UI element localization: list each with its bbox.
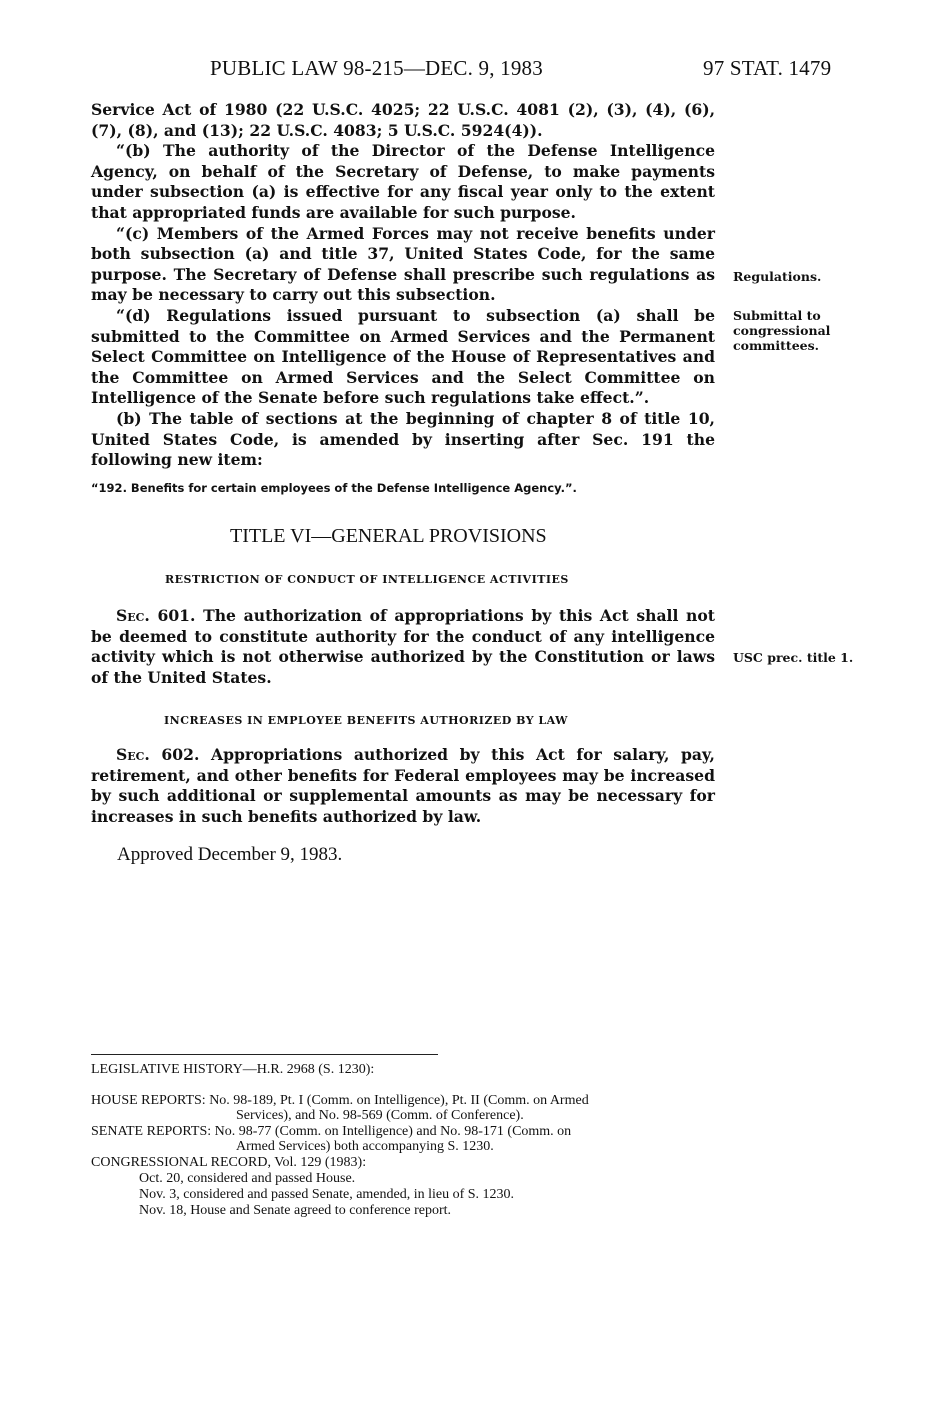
senate-reports [91, 1124, 721, 1154]
section-label-601: Sec. 601. [116, 606, 196, 625]
section-label-602: Sec. 602. [116, 745, 200, 764]
body-block-sec-continuation [91, 100, 715, 471]
section-601 [91, 606, 715, 688]
margin-note-submittal-line1: Submittal to [733, 308, 821, 323]
section-caption-602: INCREASES IN EMPLOYEE BENEFITS AUTHORIZED BY LAW [164, 714, 568, 727]
margin-note-submittal-line3: committees. [733, 338, 819, 353]
approval-date: Approved December 9, 1983. [117, 844, 343, 865]
page-header-title: PUBLIC LAW 98-215—DEC. 9, 1983 [210, 56, 543, 80]
margin-note-submittal [733, 308, 843, 353]
new-section-item: “192. Benefits for certain employees of the Defense Intelligence Agency.”. [91, 481, 577, 495]
senate-reports-label: SENATE REPORTS: [91, 1124, 212, 1139]
house-reports-line2: Services), and No. 98-569 (Comm. of Conference). [236, 1108, 524, 1123]
senate-reports-line1: No. 98-77 (Comm. on Intelligence) and No. 98-171 (Comm. on [211, 1124, 572, 1139]
section-text-602: Appropriations authorized by this Act for salary, pay, retirement, and other benefits for Federal employees may be increased by such additional or supplemental amounts as may be necessary for increases in such benefits authorized by law. [91, 745, 715, 826]
paragraph-subsection-c: “(c) Members of the Armed Forces may not receive benefits under both subsection (a) and title 37, United States Code, for the same purpose. The Secretary of Defense shall prescribe such regulations as may be necessary to carry out this subsection. [91, 223, 715, 305]
senate-reports-line2: Armed Services) both accompanying S. 1230. [236, 1139, 494, 1154]
legislative-history-title: LEGISLATIVE HISTORY—H.R. 2968 (S. 1230): [91, 1062, 375, 1077]
section-text-601: The authorization of appropriations by this Act shall not be deemed to constitute authority for the conduct of any intelligence activity which is not otherwise authorized by the Constitution or laws of the United States. [91, 606, 715, 687]
page-header-stat: 97 STAT. 1479 [703, 56, 832, 80]
record-entry: Oct. 20, considered and passed House. [139, 1171, 356, 1186]
house-reports-line1: No. 98-189, Pt. I (Comm. on Intelligence), Pt. II (Comm. on Armed [205, 1093, 589, 1108]
margin-note-usc: USC prec. title 1. [733, 650, 854, 665]
paragraph-subsection-d: “(d) Regulations issued pursuant to subsection (a) shall be submitted to the Committee on Armed Services and the Permanent Select Committee on Intelligence of the House of Representatives and the Committee on Armed Services and the Select Committee on Intelligence of the Senate before such regulations take effect.”. [91, 305, 715, 408]
record-entry: Nov. 18, House and Senate agreed to conference report. [139, 1203, 452, 1218]
section-602 [91, 745, 715, 827]
paragraph-service-act: Service Act of 1980 (22 U.S.C. 4025; 22 U.S.C. 4081 (2), (3), (4), (6), (7), (8), and (13); 22 U.S.C. 4083; 5 U.S.C. 5924(4)). [91, 100, 715, 140]
footnote-divider [91, 1054, 438, 1055]
record-entry: Nov. 3, considered and passed Senate, amended, in lieu of S. 1230. [139, 1187, 515, 1202]
margin-note-submittal-line2: congressional [733, 323, 831, 338]
house-reports [91, 1093, 721, 1123]
margin-note-regulations: Regulations. [733, 269, 822, 284]
house-reports-label: HOUSE REPORTS: [91, 1093, 206, 1108]
section-caption-601: RESTRICTION OF CONDUCT OF INTELLIGENCE ACTIVITIES [165, 573, 569, 586]
title-heading: TITLE VI—GENERAL PROVISIONS [230, 525, 547, 547]
paragraph-subsection-b: “(b) The authority of the Director of the Defense Intelligence Agency, on behalf of the Secretary of Defense, to make payments under subsection (a) is effective for any fiscal year only to the extent that appropriated funds are available for such purpose. [91, 141, 715, 222]
paragraph-table-of-sections: (b) The table of sections at the beginning of chapter 8 of title 10, United States Code, is amended by inserting after Sec. 191 the following new item: [91, 408, 715, 470]
congressional-record: CONGRESSIONAL RECORD, Vol. 129 (1983): [91, 1155, 367, 1170]
